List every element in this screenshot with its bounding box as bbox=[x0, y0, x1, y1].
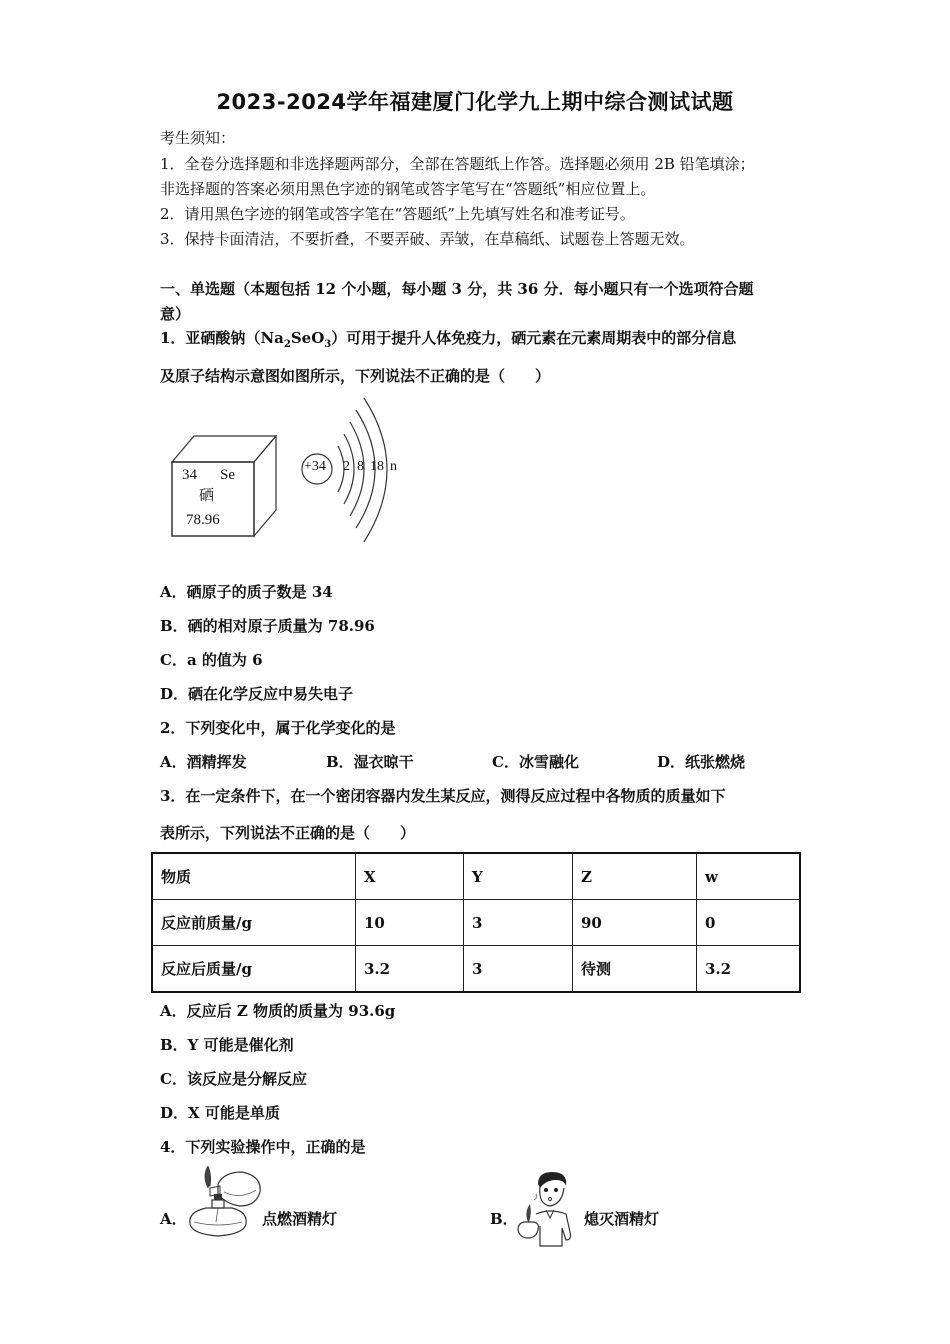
section-heading: 一、单选题（本题包括 12 个小题，每小题 3 分，共 36 分．每小题只有一个选项符合题 bbox=[160, 280, 754, 298]
shell-2-electrons: 8 bbox=[357, 459, 364, 474]
notice-line-1: 1．全卷分选择题和非选择题两部分，全部在答题纸上作答。选择题必须用 2B 铅笔填涂； bbox=[160, 155, 755, 173]
table-cell: 3.2 bbox=[697, 946, 801, 993]
table-cell: X bbox=[356, 853, 464, 900]
q4-option-b-letter: B． bbox=[490, 1210, 518, 1228]
element-symbol: Se bbox=[220, 467, 235, 483]
notice-line-4: 3．保持卡面清洁，不要折叠，不要弄破、弄皱，在草稿纸、试题卷上答题无效。 bbox=[160, 230, 695, 248]
table-row bbox=[152, 900, 800, 946]
table-cell: 待测 bbox=[573, 946, 697, 993]
q4-option-a-label: 点燃酒精灯 bbox=[262, 1210, 338, 1228]
q2-option-c: C．冰雪融化 bbox=[492, 753, 579, 771]
q1-stem-mid: SeO bbox=[290, 329, 325, 347]
table-cell: 反应后质量/g bbox=[152, 946, 356, 993]
q3-option-b: B．Y 可能是催化剂 bbox=[160, 1036, 294, 1054]
table-cell: 0 bbox=[697, 900, 801, 946]
extinguishing-alcohol-lamp-illustration bbox=[516, 1170, 584, 1248]
q1-option-d: D．硒在化学反应中易失电子 bbox=[160, 685, 354, 703]
q3-option-d: D．X 可能是单质 bbox=[160, 1104, 280, 1122]
person-blowing-lamp-icon bbox=[516, 1170, 584, 1248]
q1-subscript-3: 3 bbox=[324, 339, 332, 350]
table-row bbox=[152, 946, 800, 993]
element-name: 硒 bbox=[199, 488, 215, 504]
table-cell: Z bbox=[573, 853, 697, 900]
question-1-stem bbox=[160, 327, 736, 350]
table-cell: 3 bbox=[464, 946, 573, 993]
question-4-stem: 4．下列实验操作中，正确的是 bbox=[160, 1138, 366, 1156]
notice-line-3: 2．请用黑色字迹的钢笔或答字笔在“答题纸”上先填写姓名和准考证号。 bbox=[160, 205, 635, 223]
q1-stem-prefix: 1．亚硒酸钠（Na bbox=[160, 329, 284, 347]
q1-stem-suffix: ）可用于提升人体免疫力，硒元素在元素周期表中的部分信息 bbox=[331, 329, 737, 347]
atomic-number: 34 bbox=[182, 467, 197, 483]
q1-option-b: B．硒的相对原子质量为 78.96 bbox=[160, 617, 375, 635]
table-cell: 3.2 bbox=[356, 946, 464, 993]
q4-option-b-label: 熄灭酒精灯 bbox=[584, 1210, 660, 1228]
section-heading-cont: 意） bbox=[160, 305, 191, 323]
atomic-mass: 78.96 bbox=[186, 512, 220, 528]
lighting-alcohol-lamp-illustration bbox=[184, 1166, 264, 1242]
question-2-stem: 2．下列变化中，属于化学变化的是 bbox=[160, 719, 396, 737]
table-cell: 90 bbox=[573, 900, 697, 946]
table-row bbox=[152, 853, 800, 900]
alcohol-lamp-lighting-icon bbox=[184, 1166, 264, 1242]
q2-option-a: A．酒精挥发 bbox=[160, 753, 247, 771]
shell-1-electrons: 2 bbox=[343, 459, 350, 474]
q1-subscript-2: 2 bbox=[283, 339, 291, 350]
notice-heading: 考生须知： bbox=[160, 129, 236, 147]
question-1-stem-line2: 及原子结构示意图如图所示，下列说法不正确的是（ ） bbox=[160, 367, 551, 385]
notice-line-2: 非选择题的答案必须用黑色字迹的钢笔或答字笔写在“答题纸”相应位置上。 bbox=[160, 180, 656, 198]
periodic-table-cell-figure bbox=[168, 432, 280, 540]
mass-data-table bbox=[151, 852, 801, 993]
shell-4-electrons: n bbox=[390, 459, 397, 474]
document-title: 2023-2024学年福建厦门化学九上期中综合测试试题 bbox=[216, 90, 734, 114]
table-cell: 物质 bbox=[152, 853, 356, 900]
q4-option-a-letter: A． bbox=[160, 1210, 187, 1228]
table-cell: w bbox=[697, 853, 801, 900]
q1-option-a: A．硒原子的质子数是 34 bbox=[160, 583, 333, 601]
q3-option-a: A．反应后 Z 物质的质量为 93.6g bbox=[160, 1002, 396, 1020]
table-cell: Y bbox=[464, 853, 573, 900]
table-cell: 反应前质量/g bbox=[152, 900, 356, 946]
shell-3-electrons: 18 bbox=[370, 459, 384, 474]
table-cell: 3 bbox=[464, 900, 573, 946]
nucleus-charge: +34 bbox=[304, 459, 326, 474]
question-3-stem-line2: 表所示，下列说法不正确的是（ ） bbox=[160, 824, 416, 842]
table-cell: 10 bbox=[356, 900, 464, 946]
q1-option-c: C．a 的值为 6 bbox=[160, 651, 263, 669]
q2-option-d: D．纸张燃烧 bbox=[657, 753, 746, 771]
element-box-icon bbox=[168, 432, 280, 540]
atomic-structure-diagram bbox=[298, 396, 408, 544]
q2-option-b: B．湿衣晾干 bbox=[326, 753, 414, 771]
question-3-stem: 3．在一定条件下，在一个密闭容器内发生某反应，测得反应过程中各物质的质量如下 bbox=[160, 787, 726, 805]
q3-option-c: C．该反应是分解反应 bbox=[160, 1070, 307, 1088]
